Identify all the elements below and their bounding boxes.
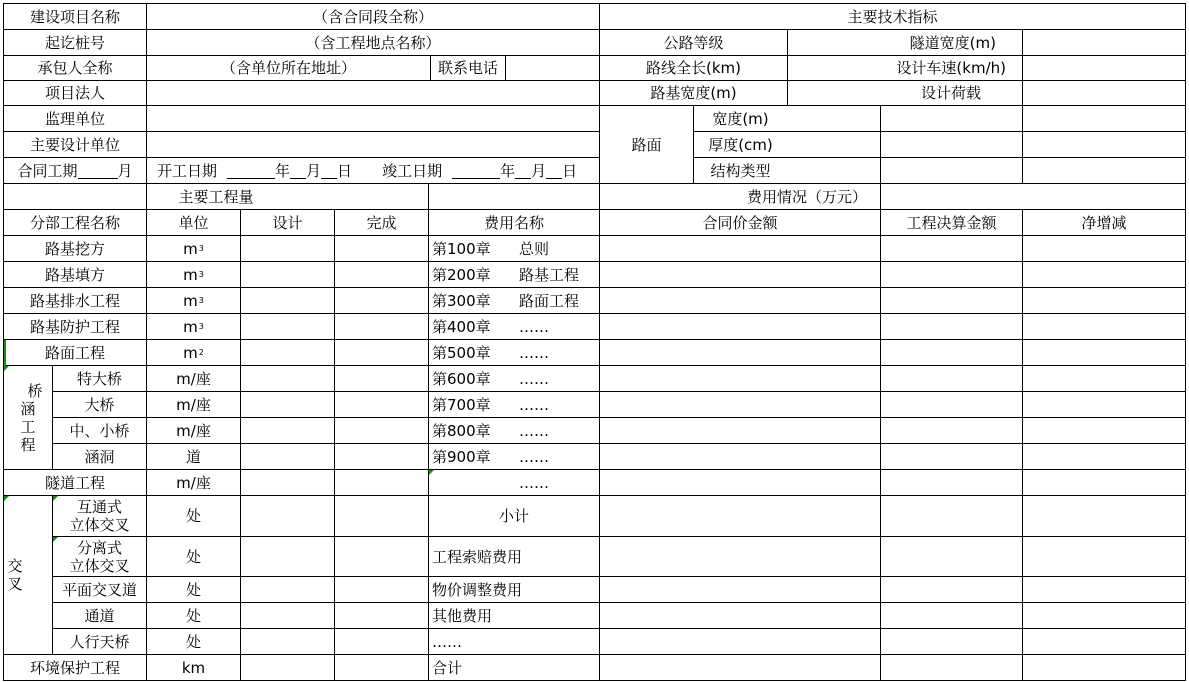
supervisor-label: 监理单位 [44,109,105,128]
design-unit-label: 主要设计单位 [29,135,120,154]
cost-item: 第400章 …… [432,317,549,336]
end-year-unit: 年 [500,161,516,180]
cost-item: …… [519,473,549,492]
row-name: 路基防护工程 [29,317,120,336]
costs-section-title: 费用情况（万元） [746,187,867,206]
project-name-value[interactable]: （含合同段全称） [312,7,433,26]
cost-item: 第900章 …… [432,447,549,466]
row-name: 隧道工程 [44,473,105,492]
row-name: 平面交叉道 [61,580,137,599]
row-unit: m 2 [183,343,204,362]
route-length-label: 路线全长(km) [645,59,741,77]
col-done-header: 完成 [366,213,397,232]
cost-item: 第300章 路面工程 [432,291,580,310]
row-unit: m 3 [183,239,204,258]
row-unit: 处 [185,547,201,566]
start-month-blank[interactable] [290,163,306,179]
row-name: 大桥 [84,395,115,414]
row-unit: 处 [185,606,201,625]
col-contract-header: 合同价金额 [702,213,778,232]
row-unit: 处 [185,507,201,525]
start-end-label: 起讫桩号 [44,33,105,52]
bridge-group-label: 桥 涵 工 程 [20,381,43,454]
price-adjust-label: 物价调整费用 [432,580,523,599]
project-name-label: 建设项目名称 [29,7,120,26]
phone-label: 联系电话 [437,59,498,77]
pavement-width-label: 宽度(m) [712,109,769,128]
end-month-unit: 月 [531,161,547,180]
design-speed-label: 设计车速(km/h) [896,59,1006,77]
thickness-label: 厚度(cm) [708,135,773,154]
design-load-label: 设计荷载 [920,84,981,102]
row-unit: m/座 [176,421,211,440]
contractor-value[interactable]: （含单位所在地址） [220,59,356,77]
legal-person-label: 项目法人 [44,84,105,102]
structure-type-label: 结构类型 [710,161,771,180]
row-name: 环境保护工程 [29,658,120,677]
contract-period-label-a: 合同工期 [17,161,78,180]
contract-period-label [4,158,146,183]
start-day-unit: 日 [337,161,353,180]
start-day-blank[interactable] [321,163,337,179]
cost-item: 第600章 …… [432,369,549,388]
row-unit: m 3 [183,291,204,310]
col-final-header: 工程决算金额 [906,213,997,232]
contract-period-label-b: 月 [117,161,133,180]
row-unit: m 3 [183,265,204,284]
cost-item: 第500章 …… [432,343,549,362]
row-name: 路基填方 [44,265,105,284]
start-year-unit: 年 [275,161,291,180]
col-net-header: 净增减 [1081,213,1127,232]
start-year-blank[interactable] [227,163,275,179]
row-unit: m/座 [176,395,211,414]
contractor-label: 承包人全称 [37,59,113,77]
row-name: 路面工程 [44,343,105,362]
col-design-header: 设计 [272,213,303,232]
row-name: 分离式 立体交叉 [69,538,130,575]
start-month-unit: 月 [306,161,322,180]
etc-cost-label: …… [432,632,462,651]
total-label: 合计 [432,658,463,677]
row-name: 人行天桥 [69,632,130,651]
contract-period-blank[interactable] [78,163,118,179]
end-date-label: 竣工日期 [382,161,443,180]
row-name: 路基挖方 [44,239,105,258]
subtotal-label: 小计 [498,507,529,525]
pavement-label: 路面 [631,135,662,154]
quantities-section-title: 主要工程量 [178,187,254,206]
row-unit: 处 [185,632,201,651]
col-unit-header: 单位 [178,213,209,232]
cost-item: 第200章 路基工程 [432,265,580,284]
end-day-unit: 日 [562,161,578,180]
col-cost-name-header: 费用名称 [483,213,544,232]
start-end-value[interactable]: （含工程地点名称） [305,33,441,52]
row-unit: m/座 [176,369,211,388]
road-grade-label: 公路等级 [663,33,724,52]
row-name: 特大桥 [76,369,122,388]
cost-item: 第100章 总则 [432,239,550,258]
row-unit: km [181,658,206,677]
end-month-blank[interactable] [515,163,531,179]
row-name: 通道 [84,606,115,625]
tunnel-width-label: 隧道宽度(m) [909,33,996,52]
row-name: 涵洞 [84,447,115,466]
cross-group-label: 交 叉 [7,557,23,593]
main-tech-header: 主要技术指标 [847,7,938,26]
cost-item: 第800章 …… [432,421,549,440]
other-cost-label: 其他费用 [432,606,493,625]
start-date-label: 开工日期 [157,161,218,180]
row-unit: m 3 [183,317,204,336]
cost-item: 第700章 …… [432,395,549,414]
row-unit: m/座 [176,473,211,492]
row-name: 路基排水工程 [29,291,120,310]
end-year-blank[interactable] [452,163,500,179]
row-name: 中、小桥 [69,421,130,440]
row-unit: 道 [185,447,201,466]
row-unit: 处 [185,580,201,599]
claims-label: 工程索赔费用 [432,547,523,566]
end-day-blank[interactable] [546,163,562,179]
date-row [147,158,599,183]
subgrade-width-label: 路基宽度(m) [650,84,737,102]
col-name-header: 分部工程名称 [29,213,120,232]
row-name: 互通式 立体交叉 [69,498,130,534]
